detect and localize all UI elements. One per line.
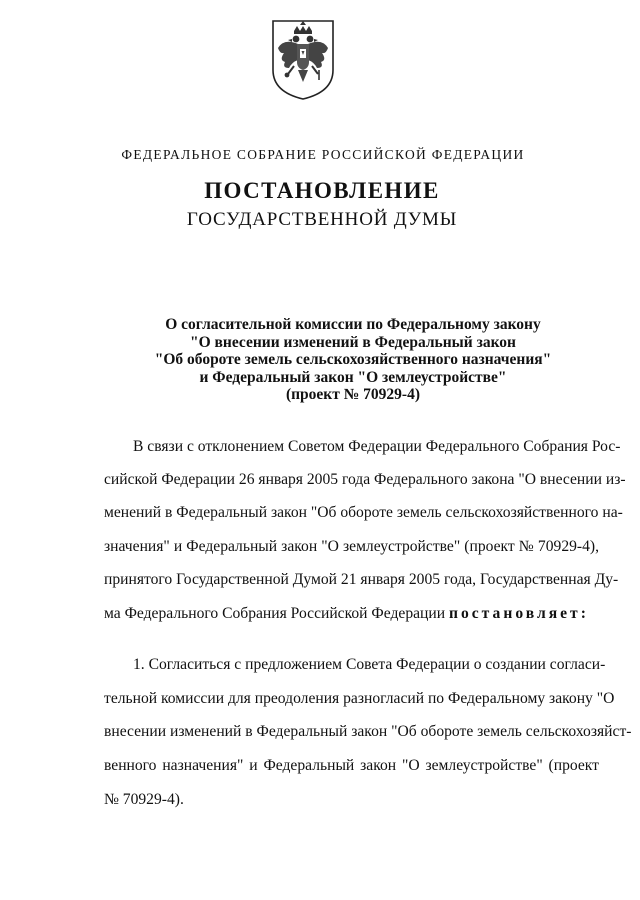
preamble-line: сийской Федерации 26 января 2005 года Федерального закона "О внесении из- <box>104 471 626 488</box>
resolves-keyword: постановляет: <box>448 605 589 622</box>
preamble-line-last <box>104 605 599 623</box>
clause-line: внесении изменений в Федеральный закон "Об обороте земель сельскохозяйст- <box>104 723 632 740</box>
preamble-line: принятого Государственной Думой 21 января 2005 года, Государственная Ду- <box>104 571 619 588</box>
preamble-line: менений в Федеральный закон "Об обороте земель сельскохозяйственного на- <box>104 504 623 521</box>
clause-line: тельной комиссии для преодоления разногласий по Федеральному закону "О <box>104 690 615 707</box>
organization-name: ФЕДЕРАЛЬНОЕ СОБРАНИЕ РОССИЙСКОЙ ФЕДЕРАЦИИ <box>121 147 525 162</box>
clause-line: № 70929-4). <box>104 791 184 808</box>
preamble-line: значения" и Федеральный закон "О землеустройстве" (проект № 70929-4), <box>104 538 599 555</box>
subject-line: и Федеральный закон "О землеустройстве" <box>199 368 507 386</box>
subject-heading <box>0 316 640 404</box>
clause-line: 1. Согласиться с предложением Совета Федерации о создании согласи- <box>133 656 606 673</box>
preamble-line: ма Федерального Собрания Российской Федерации <box>104 605 446 622</box>
subject-line: О согласительной комиссии по Федеральному закону <box>165 316 541 333</box>
clause-line: венного назначения" и Федеральный закон "О землеустройстве" (проект <box>104 757 599 774</box>
coat-of-arms-icon <box>270 18 336 102</box>
subject-line: "О внесении изменений в Федеральный закон <box>190 333 516 351</box>
subject-line: "Об обороте земель сельскохозяйственного назначения" <box>154 351 552 368</box>
subject-line: (проект № 70929-4) <box>285 386 421 403</box>
preamble-line: В связи с отклонением Советом Федерации Федерального Собрания Рос- <box>133 438 621 455</box>
document-subtitle: ГОСУДАРСТВЕННОЙ ДУМЫ <box>186 209 458 230</box>
document-title: ПОСТАНОВЛЕНИЕ <box>204 178 440 203</box>
